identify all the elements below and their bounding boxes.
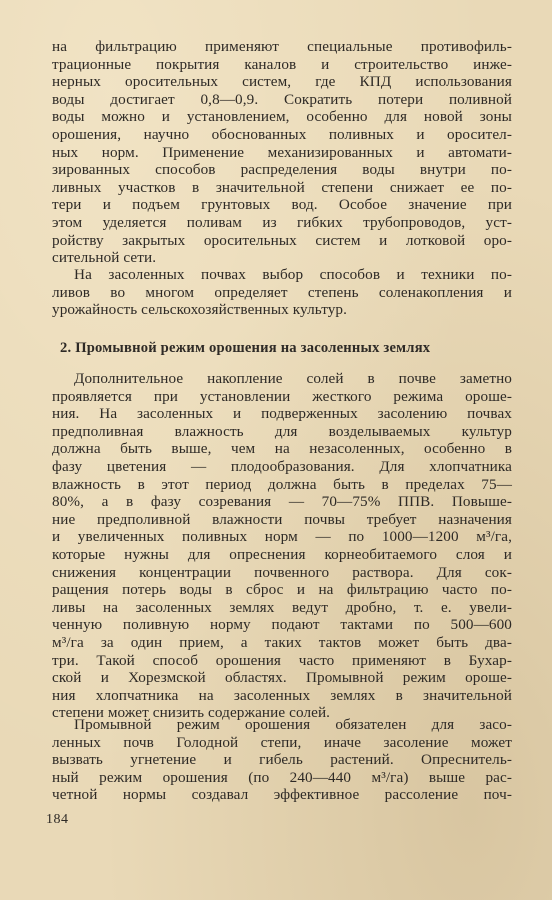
text-line: предполивная влажность для возделываемых культур bbox=[52, 422, 512, 440]
text-line: и увеличенных поливных норм — по 1000—1200 м³/га, bbox=[52, 528, 512, 546]
text-line: на фильтрацию применяют специальные противофиль- bbox=[52, 38, 512, 55]
paragraph-filtration bbox=[52, 38, 512, 267]
section-heading: 2. Промывной режим орошения на засоленных землях bbox=[60, 340, 431, 356]
paragraph-leaching-regime bbox=[52, 716, 512, 804]
text-line: ливов во многом определяет степень соленакопления и bbox=[52, 283, 512, 301]
text-line: 80%, а в фазу созревания — 70—75% ППВ. Повыше- bbox=[52, 493, 512, 511]
text-line: зированных способов распределения воды внутри по- bbox=[52, 161, 512, 179]
text-line: ных норм. Применение механизированных и автомати- bbox=[52, 143, 512, 161]
text-line: фазу цветения — плодообразования. Для хлопчатника bbox=[52, 457, 512, 475]
text-line: ния. На засоленных и подверженных засолению почвах bbox=[52, 405, 512, 423]
text-line: влажность в этот период должна быть в пределах 75— bbox=[52, 475, 512, 493]
text-line: ченную поливную норму подают тактами по 500—600 bbox=[52, 616, 512, 634]
text-line: ливы на засоленных землях ведут дробно, т. е. увели- bbox=[52, 598, 512, 616]
text-line: ской и Хорезмской областях. Промывной режим ороше- bbox=[52, 669, 512, 687]
text-line: три. Такой способ орошения часто применяют в Бухар- bbox=[52, 651, 512, 669]
text-line: Дополнительное накопление солей в почве заметно bbox=[74, 370, 512, 387]
text-line: Промывной режим орошения обязателен для засо- bbox=[74, 716, 512, 733]
text-line: должна быть выше, чем на незасоленных, особенно в bbox=[52, 440, 512, 458]
text-line: орошения, научно обоснованных поливных и оросител- bbox=[52, 125, 512, 143]
page-number: 184 bbox=[46, 812, 69, 827]
text-line: На засоленных почвах выбор способов и техники по- bbox=[74, 266, 512, 283]
text-line: ленных почв Голодной степи, иначе засоление может bbox=[52, 733, 512, 751]
text-line: снижения концентрации почвенного раствора. Для сок- bbox=[52, 563, 512, 581]
text-line: трационные покрытия каналов и строительство инже- bbox=[52, 55, 512, 73]
paragraph-salt-accumulation bbox=[52, 370, 512, 722]
text-line: урожайность сельскохозяйственных культур. bbox=[52, 301, 348, 319]
text-line: которые нужны для опреснения корнеобитаемого слоя и bbox=[52, 545, 512, 563]
text-line: вызвать угнетение и гибель растений. Опреснитель- bbox=[52, 751, 512, 769]
text-line: ние предполивной влажности почвы требует назначения bbox=[52, 510, 512, 528]
text-line: сительной сети. bbox=[52, 249, 157, 267]
text-line: ращения потерь воды в сброс и на фильтрацию часто по- bbox=[52, 581, 512, 599]
text-line: ливных участков в значительной степени снижает ее по- bbox=[52, 178, 512, 196]
text-line: этом уделяется поливам из гибких трубопроводов, уст- bbox=[52, 213, 512, 231]
text-line: степени может снизить содержание солей. bbox=[52, 704, 331, 722]
text-line: воды можно и установлением, особенно для новой зоны bbox=[52, 108, 512, 126]
text-line: ния хлопчатника на засоленных землях в значительной bbox=[52, 686, 512, 704]
text-line: проявляется при установлении жесткого режима ороше- bbox=[52, 387, 512, 405]
text-line: четной нормы создавал эффективное рассоление поч- bbox=[52, 786, 512, 804]
paragraph-saline-soils bbox=[52, 266, 512, 319]
text-line: ный режим орошения (по 240—440 м³/га) выше рас- bbox=[52, 768, 512, 786]
text-line: ройству закрытых оросительных систем и лотковой оро- bbox=[52, 231, 512, 249]
text-line: воды достигает 0,8—0,9. Сократить потери поливной bbox=[52, 90, 512, 108]
text-line: нерных оросительных систем, где КПД использования bbox=[52, 73, 512, 91]
text-line: м³/га за один прием, а таких тактов может быть два- bbox=[52, 633, 512, 651]
text-line: тери и подъем грунтовых вод. Особое значение при bbox=[52, 196, 512, 214]
